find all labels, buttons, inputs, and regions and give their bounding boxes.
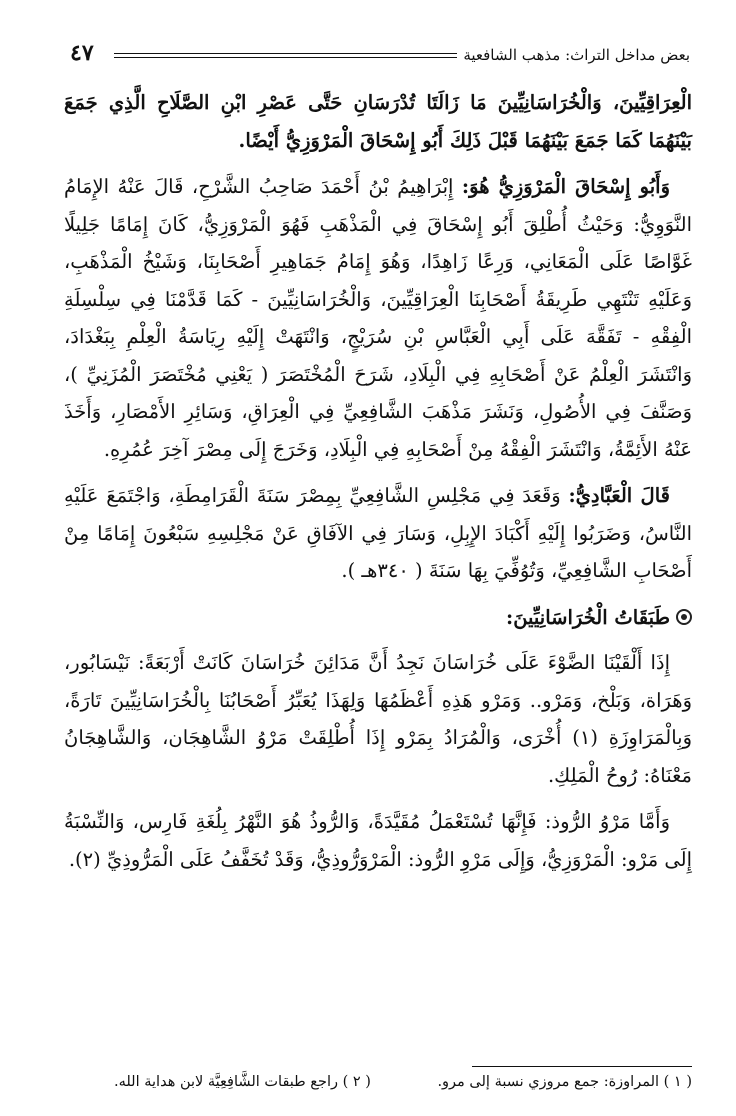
paragraph-2 [64,168,692,468]
header-rule-secondary [114,57,460,58]
header-rule [114,53,460,54]
section-heading [64,599,692,637]
paragraph-2-lead: وَأَبُو إِسْحَاقَ الْمَرْوَزِيُّ هُوَ: [461,175,670,198]
footnote-rule [472,1066,692,1067]
paragraph-3-lead: قَالَ الْعَبَّادِيُّ: [568,484,670,507]
paragraph-5: وَأَمَّا مَرْوُ الرُّوذ: فَإِنَّهَا تُسْتَعْمَلُ مُقَيَّدَةً، وَالرُّوذُ هُوَ النَّهْرُ بِلُغَةِ فَارِس، وَالنِّسْبَةُ إِلَى مَرْو: الْمَرْوَزِيُّ، وَإِلَى مَرْوِ الرُّوذ: الْمَرْوَرُّوذِيُّ، وَقَدْ تُخَفَّفُ عَلَى الْمَرُّوذِيِّ (٢). [64,810,692,871]
paragraph-3-text: وَقَعَدَ فِي مَجْلِسِ الشَّافِعِيِّ بِمِصْرَ سَنَةَ الْقَرَامِطَةِ، وَاجْتَمَعَ عَلَيْهِ النَّاسُ، وَضَرَبُوا إِلَيْهِ أَكْبَادَ الإِبِلِ، وَسَارَ فِي الآفَاقِ عَنْ مَجْلِسِهِ سَبْعُونَ إِمَامًا مِنْ أَصْحَابِ الشَّافِعِيِّ، وَتُوُفِّيَ بِهَا سَنَةَ ( ٣٤٠هـ ). [64,484,692,582]
page-header [70,40,690,70]
paragraph-2-text: إِبْرَاهِيمُ بْنُ أَحْمَدَ صَاحِبُ الشَّرْحِ، قَالَ عَنْهُ الإِمَامُ النَّوَوِيُّ: وَحَيْثُ أُطْلِقَ أَبُو إِسْحَاقَ فِي الْمَذْهَبِ فَهُوَ الْمَرْوَزِيُّ، كَانَ إِمَامًا جَلِيلًا غَوَّاصًا عَلَى الْمَعَانِي، وَرِعًا زَاهِدًا، وَهُوَ إِمَامُ جَمَاهِيرِ أَصْحَابِنَا، وَشَيْخُ الْمَذْهَبِ، وَعَلَيْهِ تَنْتَهِي طَرِيقَةُ أَصْحَابِنَا الْعِرَاقِيِّينَ، وَالْخُرَاسَانِيِّينَ - كَمَا قَدَّمْنَا فِي سِلْسِلَةِ الْفِقْهِ - تَفَقَّهَ عَلَى أَبِي الْعَبَّاسِ بْنِ سُرَيْجٍ، وَانْتَهَتْ إِلَيْهِ رِيَاسَةُ الْعِلْمِ بِبَغْدَادَ، وَانْتَشَرَ الْعِلْمُ عَنْ أَصْحَابِهِ فِي الْبِلَادِ، شَرَحَ الْمُخْتَصَرَ ( يَعْنِي مُخْتَصَرَ الْمُزَنِيِّ )، وَصَنَّفَ فِي الأُصُولِ، وَنَشَرَ مَذْهَبَ الشَّافِعِيِّ فِي الْعِرَاقِ، وَسَائِرِ الأَمْصَارِ، وَأَخَذَ عَنْهُ الأَئِمَّةُ، وَانْتَشَرَ الْفِقْهُ مِنْ أَصْحَابِهِ فِي الْبِلَادِ، وَخَرَجَ إِلَى مِصْرَ آخِرَ عُمُرِهِ. [64,175,692,461]
footnote-2: ( ٢ ) راجع طبقات الشَّافِعِيَّة لابن هداية الله. [114,1074,371,1090]
section-heading-text: طَبَقَاتُ الْخُرَاسَانِيِّينَ: [506,605,670,629]
body-text [64,84,692,887]
page-number: ٤٧ [70,40,100,66]
paragraph-1: الْعِرَاقِيِّينَ، وَالْخُرَاسَانِيِّينَ مَا زَالَتَا تُدْرَسَانِ حَتَّى عَصْرِ ابْنِ الصَّلَاحِ الَّذِي جَمَعَ بَيْنَهُمَا كَمَا جَمَعَ بَيْنَهُمَا قَبْلَ ذَلِكَ أَبُو إِسْحَاقَ الْمَرْوَزِيُّ أَيْضًا. [64,91,692,152]
running-title: بعض مداخل التراث: مذهب الشافعية [457,46,690,64]
paragraph-3 [64,477,692,590]
paragraph-4: إِذَا أَلْقَيْنَا الضَّوْءَ عَلَى خُرَاسَانَ نَجِدُ أَنَّ مَدَائِنَ خُرَاسَانَ كَانَتْ أَرْبَعَةً: نَيْسَابُور، وَهَرَاة، وَبَلْخ، وَمَرْو.. وَمَرْو هَذِهِ أَعْظَمُهَا وَلِهَذَا يُعَبِّرُ أَصْحَابُنَا بِالْخُرَاسَانِيِّينَ تَارَةً، وَبِالْمَرَاوِزَةِ (١) أُخْرَى، وَالْمُرَادُ بِمَرْو إِذَا أُطْلِقَتْ مَرْوُ الشَّاهِجَان، وَالشَّاهِجَانُ مَعْنَاهُ: رُوحُ الْمَلِكِ. [64,651,692,787]
footnote-1: ( ١ ) المراوزة: جمع مروزي نسبة إلى مرو. [437,1074,692,1090]
flower-ornament-icon [676,609,692,625]
